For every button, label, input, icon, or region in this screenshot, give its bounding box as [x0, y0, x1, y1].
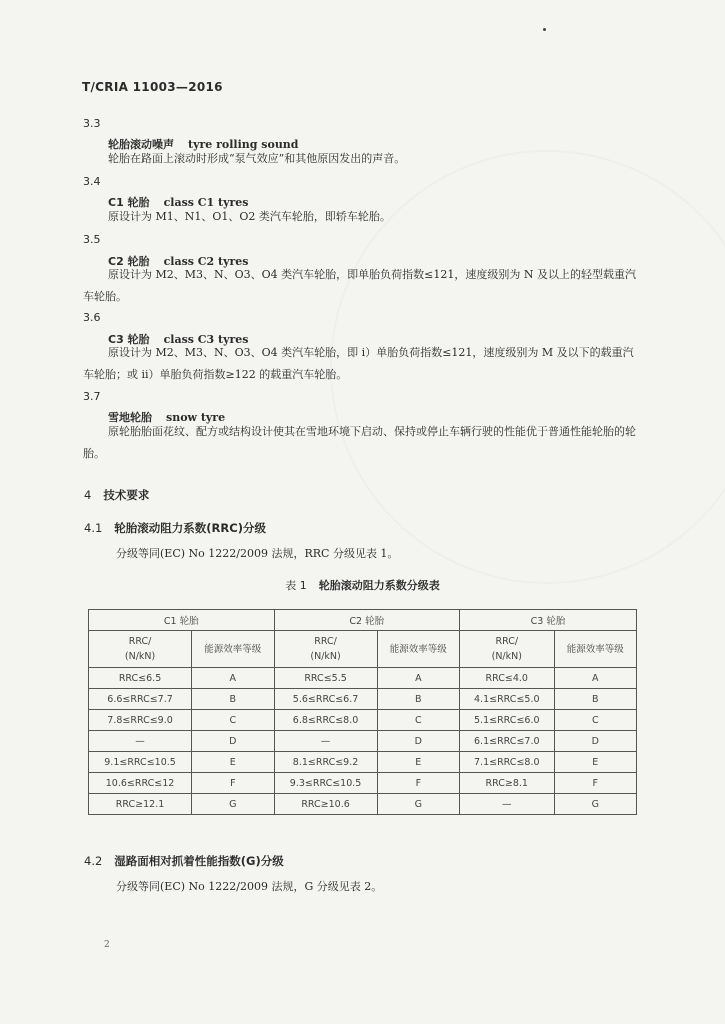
clause-definition: 原轮胎胎面花纹、配方或结构设计使其在雪地环境下启动、保持或停止车辆行驶的性能优于普通性能轮胎的轮胎。 — [83, 425, 636, 460]
term-en: tyre rolling sound — [188, 138, 299, 151]
section-heading-4-2 — [84, 853, 284, 869]
clause-definition: 原设计为 M2、M3、N、O3、O4 类汽车轮胎，即单胎负荷指数≤121，速度级别为 N 及以上的轻型载重汽车轮胎。 — [83, 268, 637, 303]
document-header-id: T/CRIA 11003—2016 — [82, 80, 223, 94]
term-en: class C3 tyres — [163, 333, 249, 346]
table-cell: C — [192, 710, 274, 731]
clause-number: 3.4 — [83, 175, 101, 188]
clause-number: 3.5 — [83, 233, 101, 246]
table-cell: B — [192, 689, 274, 710]
clause-number: 3.3 — [83, 117, 101, 130]
table-row — [89, 689, 637, 710]
table-cell: 6.8≤RRC≤8.0 — [274, 710, 377, 731]
col-header-class: 能源效率等级 — [554, 631, 636, 668]
group-header-c2: C2 轮胎 — [274, 610, 460, 631]
table-cell: F — [192, 773, 274, 794]
table-cell: D — [192, 731, 274, 752]
table-cell: 9.1≤RRC≤10.5 — [89, 752, 192, 773]
page-number: 2 — [104, 940, 110, 950]
clause-definition: 轮胎在路面上滚动时形成“泵气效应”和其他原因发出的声音。 — [108, 152, 406, 165]
table-row — [89, 773, 637, 794]
col-header-rrc — [460, 631, 554, 668]
table-caption-title: 轮胎滚动阻力系数分级表 — [318, 579, 440, 592]
table-caption — [0, 577, 725, 593]
table-cell: G — [554, 794, 636, 815]
table-cell: RRC≥10.6 — [274, 794, 377, 815]
table-cell: — — [460, 794, 554, 815]
term-cn: C2 轮胎 — [108, 255, 150, 268]
table-cell: F — [554, 773, 636, 794]
table-cell: F — [377, 773, 459, 794]
section-text: 分级等同(EC) No 1222/2009 法规，G 分级见表 2。 — [116, 880, 383, 893]
rrc-label: RRC/ — [128, 636, 152, 647]
table-row — [89, 794, 637, 815]
table-cell: — — [274, 731, 377, 752]
term-cn: 雪地轮胎 — [108, 411, 152, 424]
table-cell: 5.6≤RRC≤6.7 — [274, 689, 377, 710]
rrc-unit: (N/kN) — [124, 651, 156, 662]
term-cn: C3 轮胎 — [108, 333, 150, 346]
section-title: 技术要求 — [103, 488, 150, 502]
clause-number: 3.6 — [83, 311, 101, 324]
table-cell: 10.6≤RRC≤12 — [89, 773, 192, 794]
table-cell: RRC≤4.0 — [460, 668, 554, 689]
table-cell: RRC≤6.5 — [89, 668, 192, 689]
table-cell: E — [377, 752, 459, 773]
term-cn: 轮胎滚动噪声 — [108, 138, 174, 151]
table-column-header-row — [89, 631, 637, 668]
col-header-rrc — [274, 631, 377, 668]
table-row — [89, 668, 637, 689]
clause-number: 3.7 — [83, 390, 101, 403]
section-number: 4.1 — [84, 521, 103, 535]
table-cell: RRC≥12.1 — [89, 794, 192, 815]
table-cell: 4.1≤RRC≤5.0 — [460, 689, 554, 710]
group-header-c3: C3 轮胎 — [460, 610, 637, 631]
table-row — [89, 731, 637, 752]
speck-mark — [543, 28, 546, 31]
col-header-class: 能源效率等级 — [192, 631, 274, 668]
term-cn: C1 轮胎 — [108, 196, 150, 209]
term-en: class C2 tyres — [163, 255, 249, 268]
table-cell: C — [377, 710, 459, 731]
section-heading-4-1 — [84, 520, 266, 536]
col-header-rrc — [89, 631, 192, 668]
clause-definition: 原设计为 M1、N1、O1、O2 类汽车轮胎，即轿车轮胎。 — [108, 210, 391, 223]
table-cell: 6.1≤RRC≤7.0 — [460, 731, 554, 752]
table-cell: B — [554, 689, 636, 710]
table-cell: C — [554, 710, 636, 731]
section-number: 4 — [84, 488, 92, 502]
col-header-class: 能源效率等级 — [377, 631, 459, 668]
rrc-unit: (N/kN) — [491, 651, 522, 662]
table-cell: A — [554, 668, 636, 689]
table-cell: A — [377, 668, 459, 689]
table-cell: D — [377, 731, 459, 752]
table-cell: A — [192, 668, 274, 689]
table-group-header-row — [89, 610, 637, 631]
term-en: class C1 tyres — [163, 196, 249, 209]
rrc-unit: (N/kN) — [310, 651, 341, 662]
table-cell: RRC≥8.1 — [460, 773, 554, 794]
table-caption-number: 表 1 — [285, 579, 307, 592]
table-cell: 5.1≤RRC≤6.0 — [460, 710, 554, 731]
table-row — [89, 710, 637, 731]
section-number: 4.2 — [84, 854, 103, 868]
group-header-c1: C1 轮胎 — [89, 610, 275, 631]
table-cell: — — [89, 731, 192, 752]
section-title: 轮胎滚动阻力系数(RRC)分级 — [114, 521, 266, 535]
table-cell: 7.1≤RRC≤8.0 — [460, 752, 554, 773]
table-cell: 8.1≤RRC≤9.2 — [274, 752, 377, 773]
table-cell: G — [377, 794, 459, 815]
section-text: 分级等同(EC) No 1222/2009 法规，RRC 分级见表 1。 — [116, 547, 399, 560]
table-cell: 6.6≤RRC≤7.7 — [89, 689, 192, 710]
table-cell: G — [192, 794, 274, 815]
section-title: 湿路面相对抓着性能指数(G)分级 — [114, 854, 284, 868]
table-cell: 7.8≤RRC≤9.0 — [89, 710, 192, 731]
clause-definition: 原设计为 M2、M3、N、O3、O4 类汽车轮胎，即 i）单胎负荷指数≤121，速度级别为 M 及以下的载重汽车轮胎；或 ii）单胎负荷指数≥122 的载重汽车轮胎。 — [83, 346, 634, 381]
table-cell: E — [192, 752, 274, 773]
rrc-table — [88, 609, 637, 815]
rrc-label: RRC/ — [495, 636, 519, 647]
table-cell: 9.3≤RRC≤10.5 — [274, 773, 377, 794]
section-heading-4 — [84, 487, 149, 503]
table-cell: E — [554, 752, 636, 773]
table-cell: RRC≤5.5 — [274, 668, 377, 689]
table-cell: D — [554, 731, 636, 752]
table-cell: B — [377, 689, 459, 710]
table-row — [89, 752, 637, 773]
term-en: snow tyre — [166, 411, 226, 424]
rrc-label: RRC/ — [314, 636, 337, 647]
